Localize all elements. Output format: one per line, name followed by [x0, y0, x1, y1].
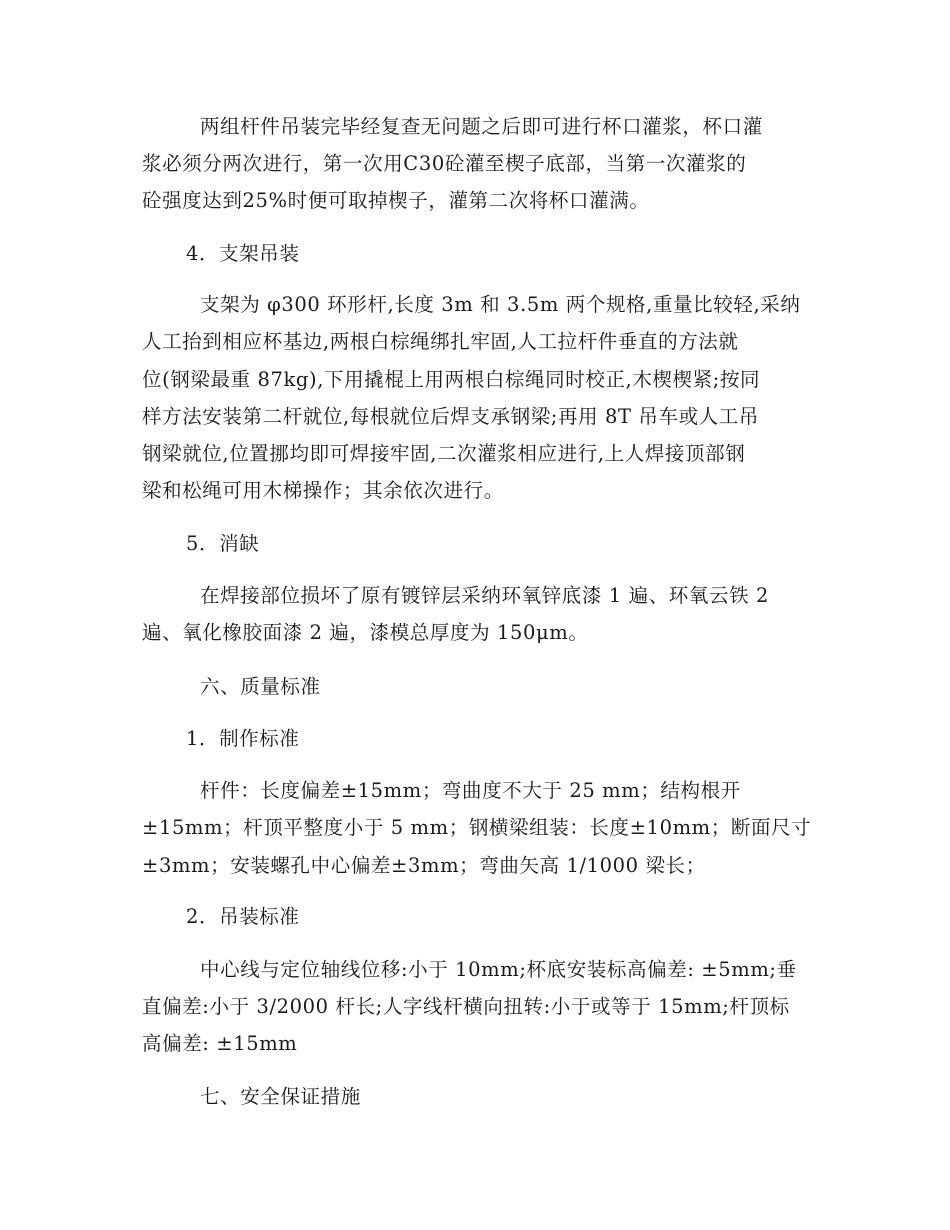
- body-text-line: 样方法安装第二杆就位,每根就位后焊支承钢梁;再用 8T 吊车或人工吊: [142, 405, 759, 428]
- section-heading: 4．支架吊装: [186, 242, 300, 265]
- body-text-line: 两组杆件吊装完毕经复查无问题之后即可进行杯口灌浆，杯口灌: [200, 115, 763, 138]
- body-text-line: 直偏差:小于 3/2000 杆长;人字线杆横向扭转:小于或等于 15mm;杆顶标: [142, 995, 790, 1018]
- body-text-line: 高偏差: ±15mm: [142, 1032, 298, 1055]
- section-heading: 5．消缺: [186, 532, 260, 555]
- section-heading: 1．制作标准: [186, 727, 300, 750]
- body-text-line: 中心线与定位轴线位移:小于 10mm;杯底安装标高偏差: ±5mm;垂: [200, 958, 797, 981]
- body-text-line: ±15mm；杆顶平整度小于 5 mm；钢横梁组装：长度±10mm；断面尺寸: [142, 816, 812, 839]
- chapter-heading: 六、质量标准: [200, 675, 321, 698]
- body-text-line: 浆必须分两次进行，第一次用C30砼灌至楔子底部，当第一次灌浆的: [142, 152, 747, 175]
- section-heading: 2．吊装标准: [186, 905, 300, 928]
- body-text-line: 砼强度达到25%时便可取掉楔子，灌第二次将杯口灌满。: [142, 189, 650, 212]
- body-text-line: 杆件：长度偏差±15mm；弯曲度不大于 25 mm；结构根开: [200, 779, 741, 802]
- body-text-line: 位(钢梁最重 87kg),下用撬棍上用两根白棕绳同时校正,木楔楔紧;按同: [142, 368, 761, 391]
- body-text-line: 梁和松绳可用木梯操作；其余依次进行。: [142, 479, 504, 502]
- body-text-line: 遍、氧化橡胶面漆 2 遍，漆模总厚度为 150μm。: [142, 621, 589, 644]
- body-text-line: 在焊接部位损坏了原有镀锌层采纳环氧锌底漆 1 遍、环氧云铁 2: [200, 584, 770, 607]
- body-text-line: 钢梁就位,位置挪均即可焊接牢固,二次灌浆相应进行,上人焊接顶部钢: [142, 442, 746, 465]
- body-text-line: ±3mm；安装螺孔中心偏差±3mm；弯曲矢高 1/1000 梁长；: [142, 854, 706, 877]
- body-text-line: 支架为 φ300 环形杆,长度 3m 和 3.5m 两个规格,重量比较轻,采纳: [200, 293, 801, 316]
- body-text-line: 人工抬到相应杯基边,两根白棕绳绑扎牢固,人工拉杆件垂直的方法就: [142, 330, 739, 353]
- chapter-heading: 七、安全保证措施: [200, 1085, 361, 1108]
